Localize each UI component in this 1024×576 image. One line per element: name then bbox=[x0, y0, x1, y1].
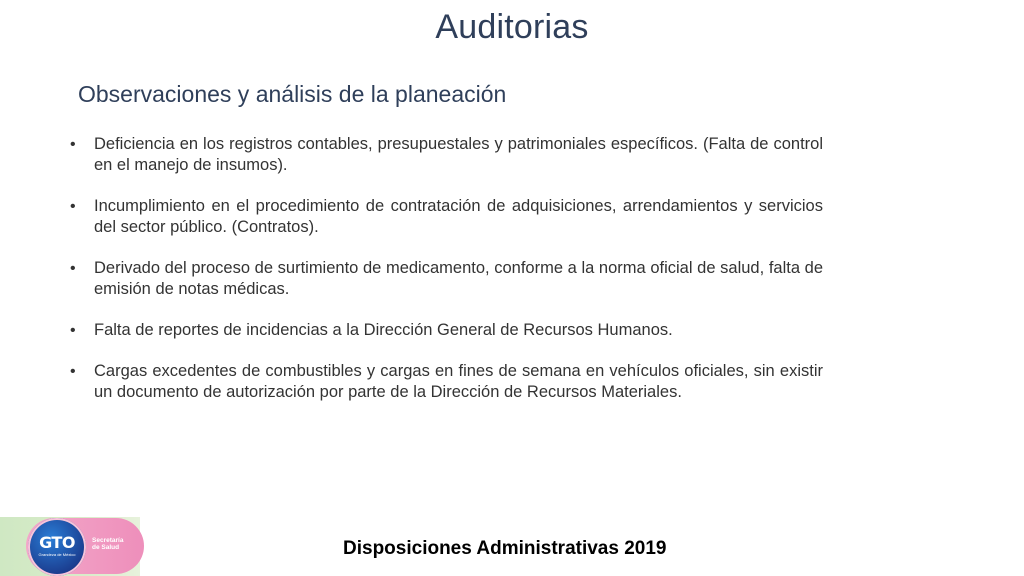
bullet-text: Derivado del proceso de surtimiento de medicamento, conforme a la norma oficial de salud, falta de emisión de notas médicas. bbox=[94, 259, 823, 298]
bullet-item bbox=[70, 258, 823, 300]
slide-title: Auditorias bbox=[435, 8, 589, 46]
bullet-dot-icon: • bbox=[70, 136, 76, 153]
logo-tagline: Grandeza de México bbox=[38, 552, 76, 557]
bullet-item bbox=[70, 196, 823, 238]
slide-subtitle: Observaciones y análisis de la planeación bbox=[78, 81, 507, 107]
logo-main-text: GTO bbox=[39, 533, 75, 552]
logo-org-line: Secretaría bbox=[92, 537, 124, 544]
bullet-dot-icon: • bbox=[70, 322, 76, 339]
logo-org-line: de Salud bbox=[92, 544, 120, 551]
logo-org-name bbox=[92, 537, 136, 551]
bullet-text: Deficiencia en los registros contables, presupuestales y patrimoniales específicos. (Falta de control en el manejo de insumos). bbox=[94, 135, 823, 174]
bullet-dot-icon: • bbox=[70, 363, 76, 380]
bullet-item bbox=[70, 361, 823, 403]
bullet-dot-icon: • bbox=[70, 260, 76, 277]
bullet-dot-icon: • bbox=[70, 198, 76, 215]
bullet-text: Incumplimiento en el procedimiento de contratación de adquisiciones, arrendamientos y servicios del sector público. (Contratos). bbox=[94, 197, 823, 236]
bullet-item bbox=[70, 134, 823, 176]
bullet-list bbox=[70, 134, 823, 423]
bullet-item bbox=[70, 320, 823, 341]
bullet-text: Falta de reportes de incidencias a la Dirección General de Recursos Humanos. bbox=[94, 321, 673, 339]
bullet-text: Cargas excedentes de combustibles y cargas en fines de semana en vehículos oficiales, sin existir un documento de autorización por parte de la Dirección de Recursos Materiales. bbox=[94, 362, 823, 401]
footer-caption: Disposiciones Administrativas 2019 bbox=[343, 538, 667, 559]
